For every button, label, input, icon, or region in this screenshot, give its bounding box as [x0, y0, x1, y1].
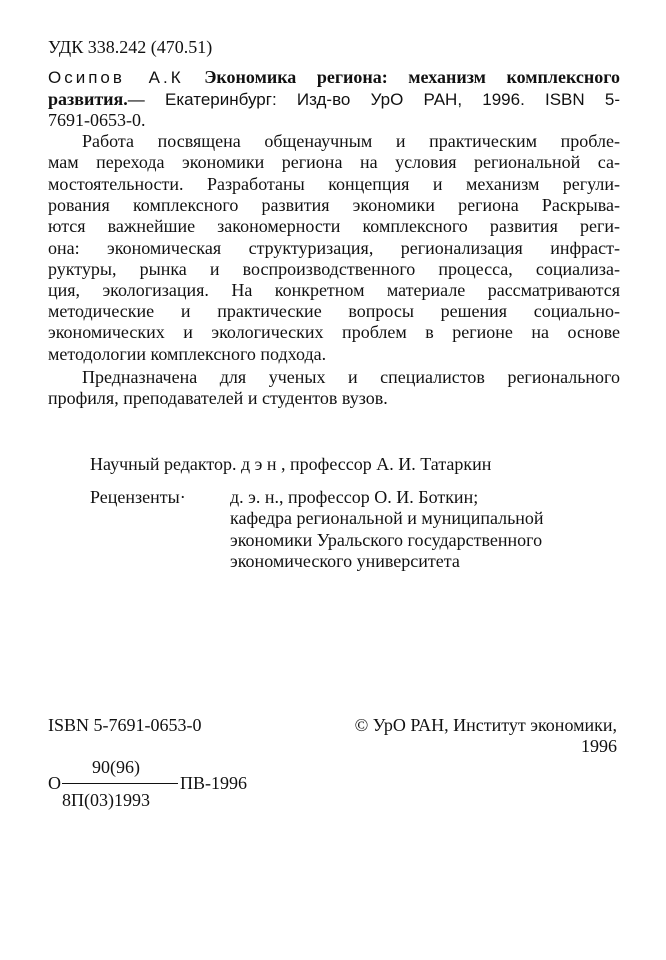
author: Осипов А.К	[48, 68, 184, 87]
abstract-line: рования комплексного развития экономики региона Раскрыва-	[48, 195, 620, 215]
abstract-line: руктуры, рынка и воспроизводственного процесса, социализа-	[48, 259, 620, 279]
code-suffix: ПВ-1996	[180, 773, 247, 793]
reviewer-line: экономики Уральского государственного	[230, 530, 543, 550]
abstract-line: она: экономическая структуризация, регионализация инфраст-	[48, 238, 620, 258]
abstract-line: мам перехода экономики региона на условия региональной са-	[48, 152, 620, 172]
reviewer-line: кафедра региональной и муниципальной	[230, 508, 544, 528]
book-title-cont: развития.	[48, 89, 128, 109]
code-prefix: О	[48, 773, 61, 793]
copyright: © УрО РАН, Институт экономики,	[354, 715, 617, 735]
reviewers-label: Рецензенты·	[90, 487, 186, 507]
isbn-cont: 7691-0653-0.	[48, 110, 146, 130]
publisher-info: — Екатеринбург: Изд-во УрО РАН, 1996. ISBN 5-	[127, 90, 620, 109]
abstract-line: ция, экологизация. На конкретном материале рассматриваются	[48, 280, 620, 300]
abstract-line: Работа посвящена общенаучным и практическим пробле-	[82, 131, 620, 151]
code-numerator: 90(96)	[92, 757, 140, 777]
abstract-line: ются важнейшие закономерности комплексного развития реги-	[48, 216, 620, 236]
abstract-line: методические и практические вопросы решения социально-	[48, 301, 620, 321]
copyright-year: 1996	[581, 736, 617, 756]
scientific-editor: Научный редактор. д э н , профессор А. И. Татаркин	[90, 454, 492, 474]
abstract-line: экономических и экологических проблем в регионе на основе	[48, 322, 620, 342]
fraction-bar	[62, 783, 178, 784]
audience-line: профиля, преподавателей и студентов вузов.	[48, 388, 388, 408]
reviewer-line: экономического университета	[230, 551, 460, 571]
audience-line: Предназначена для ученых и специалистов регионального	[82, 367, 620, 387]
isbn: ISBN 5-7691-0653-0	[48, 715, 202, 735]
code-denominator: 8П(03)1993	[62, 790, 150, 810]
abstract-line: мостоятельности. Разработаны концепция и механизм регули-	[48, 174, 620, 194]
book-title: Экономика региона: механизм комплексного	[204, 67, 620, 87]
reviewer-line: д. э. н., профессор О. И. Боткин;	[230, 487, 479, 507]
abstract-line: методологии комплексного подхода.	[48, 344, 327, 364]
udk-code: УДК 338.242 (470.51)	[48, 37, 213, 57]
